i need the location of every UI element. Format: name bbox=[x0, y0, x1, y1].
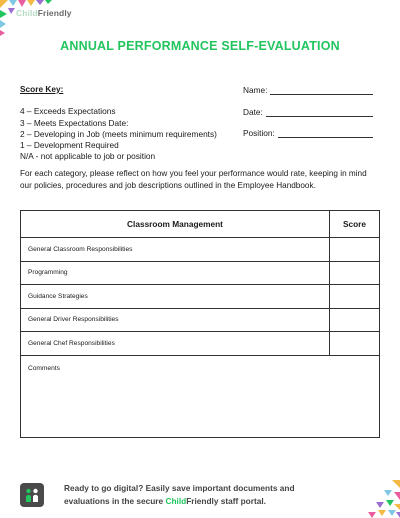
table-row bbox=[21, 262, 379, 286]
table-row bbox=[21, 309, 379, 333]
childfriendly-logo bbox=[16, 8, 72, 18]
evaluation-table bbox=[20, 210, 380, 438]
table-row bbox=[21, 332, 379, 356]
score-cell[interactable] bbox=[330, 262, 379, 285]
score-key-item: 3 – Meets Expectations Date: bbox=[20, 117, 129, 128]
position-field[interactable] bbox=[243, 127, 373, 138]
row-label: Programming bbox=[21, 262, 330, 285]
footer-line-1: Ready to go digital? Easily save important documents and bbox=[64, 483, 295, 493]
score-key-item: 1 – Development Required bbox=[20, 140, 119, 151]
score-cell[interactable] bbox=[330, 285, 379, 308]
name-field[interactable] bbox=[243, 84, 373, 95]
corner-decoration-bottom-right bbox=[358, 478, 400, 518]
score-key-item: 4 – Exceeds Expectations bbox=[20, 106, 116, 117]
score-key-item: N/A - not applicable to job or position bbox=[20, 151, 156, 162]
row-label: Guidance Strategies bbox=[21, 285, 330, 308]
footer-brand-child: Child bbox=[165, 495, 187, 506]
footer-line-2-suffix: staff portal. bbox=[218, 495, 266, 506]
corner-decoration-top-left bbox=[0, 0, 60, 40]
logo-child: Child bbox=[16, 8, 38, 18]
table-row bbox=[21, 238, 379, 262]
row-label: General Driver Responsibilities bbox=[21, 309, 330, 332]
score-cell[interactable] bbox=[330, 309, 379, 332]
comments-box[interactable] bbox=[21, 356, 379, 437]
row-label: General Chef Responsibilities bbox=[21, 332, 330, 355]
employee-fields bbox=[243, 84, 373, 149]
position-label: Position: bbox=[243, 128, 275, 138]
table-header bbox=[21, 211, 379, 238]
score-cell[interactable] bbox=[330, 332, 379, 355]
childfriendly-app-icon bbox=[20, 483, 44, 507]
comments-label: Comments bbox=[28, 364, 60, 372]
score-key-heading: Score Key: bbox=[20, 84, 64, 94]
score-key bbox=[20, 84, 217, 163]
name-line[interactable] bbox=[270, 86, 373, 95]
date-label: Date: bbox=[243, 106, 263, 117]
footer-brand-friendly: Friendly bbox=[186, 495, 219, 506]
footer-line-2 bbox=[64, 495, 324, 508]
footer-line-2-prefix: evaluations in the secure bbox=[64, 495, 166, 506]
date-line[interactable] bbox=[266, 108, 373, 117]
logo-friendly: Friendly bbox=[37, 8, 72, 18]
row-label: General Classroom Responsibilities bbox=[21, 238, 330, 261]
category-header: Classroom Management bbox=[21, 211, 330, 237]
people-icon bbox=[20, 483, 44, 507]
footer-text bbox=[64, 482, 324, 507]
position-line[interactable] bbox=[278, 129, 373, 138]
score-key-item: 2 – Developing in Job (meets minimum requirements) bbox=[20, 128, 217, 139]
table-row bbox=[21, 285, 379, 309]
date-field[interactable] bbox=[243, 106, 373, 117]
score-header: Score bbox=[342, 219, 367, 229]
score-cell[interactable] bbox=[330, 238, 379, 261]
instructions-text: For each category, please reflect on how you feel your performance would rate, keeping in mind our policies, procedures and job descriptions outlined in the Employee Handbook. bbox=[20, 169, 367, 190]
name-label: Name: bbox=[243, 85, 268, 95]
footer-promo bbox=[20, 482, 324, 507]
page-title: ANNUAL PERFORMANCE SELF-EVALUATION bbox=[60, 39, 340, 53]
